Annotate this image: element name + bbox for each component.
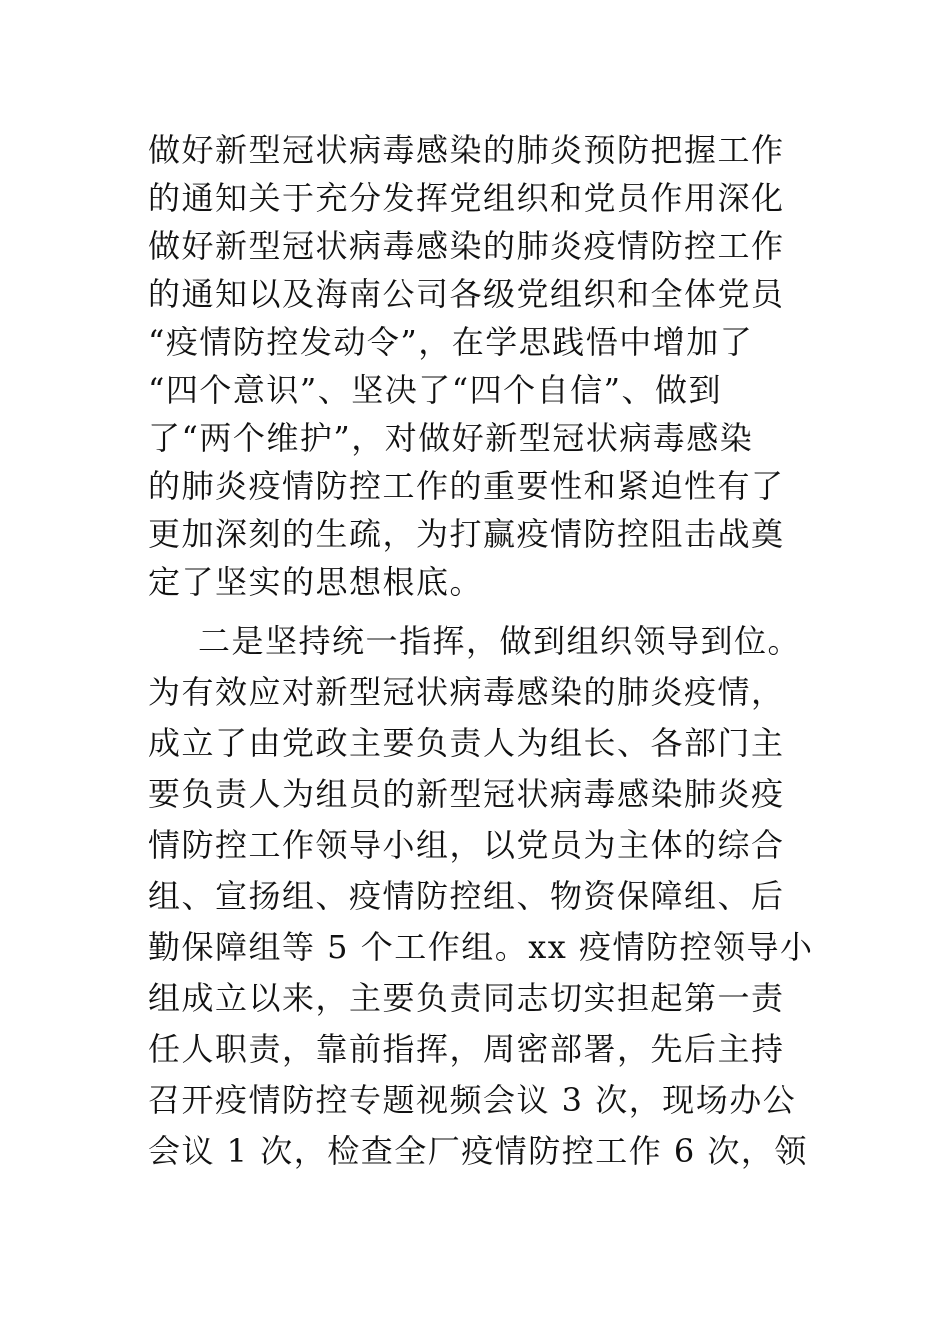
paragraph-2-line-8: 组成立以来，主要负责同志切实担起第一责 bbox=[148, 979, 785, 1017]
paragraph-2-line-2: 为有效应对新型冠状病毒感染的肺炎疫情， bbox=[148, 673, 785, 711]
paragraph-1-line-1: 做好新型冠状病毒感染的肺炎预防把握工作 bbox=[148, 131, 785, 169]
paragraph-1-line-10: 定了坚实的思想根底。 bbox=[148, 563, 484, 601]
paragraph-2-line-5: 情防控工作领导小组，以党员为主体的综合 bbox=[148, 826, 785, 864]
paragraph-2-line-3: 成立了由党政主要负责人为组长、各部门主 bbox=[148, 724, 785, 762]
paragraph-2-line-1: 二是坚持统一指挥，做到组织领导到位。 bbox=[198, 622, 802, 660]
paragraph-2-line-6: 组、宣扬组、疫情防控组、物资保障组、后 bbox=[148, 877, 785, 915]
paragraph-2-line-7: 勤保障组等 5 个工作组。xx 疫情防控领导小 bbox=[148, 928, 814, 966]
paragraph-1-line-2: 的通知关于充分发挥党组织和党员作用深化 bbox=[148, 179, 785, 217]
paragraph-1-line-4: 的通知以及海南公司各级党组织和全体党员 bbox=[148, 275, 785, 313]
paragraph-2-line-9: 任人职责，靠前指挥，周密部署，先后主持 bbox=[148, 1030, 785, 1068]
paragraph-1-line-8: 的肺炎疫情防控工作的重要性和紧迫性有了 bbox=[148, 467, 785, 505]
paragraph-2-line-4: 要负责人为组员的新型冠状病毒感染肺炎疫 bbox=[148, 775, 785, 813]
paragraph-1-line-9: 更加深刻的生疏，为打赢疫情防控阻击战奠 bbox=[148, 515, 785, 553]
paragraph-2-line-11: 会议 1 次，检查全厂疫情防控工作 6 次，领 bbox=[148, 1132, 808, 1170]
paragraph-1-line-6: “四个意识”、坚决了“四个自信”、做到 bbox=[148, 371, 722, 409]
paragraph-2-line-10: 召开疫情防控专题视频会议 3 次，现场办公 bbox=[148, 1081, 797, 1119]
paragraph-1-line-5: “疫情防控发动令”，在学思践悟中增加了 bbox=[148, 323, 754, 361]
paragraph-1-line-3: 做好新型冠状病毒感染的肺炎疫情防控工作 bbox=[148, 227, 785, 265]
paragraph-1-line-7: 了“两个维护”，对做好新型冠状病毒感染 bbox=[148, 419, 754, 457]
